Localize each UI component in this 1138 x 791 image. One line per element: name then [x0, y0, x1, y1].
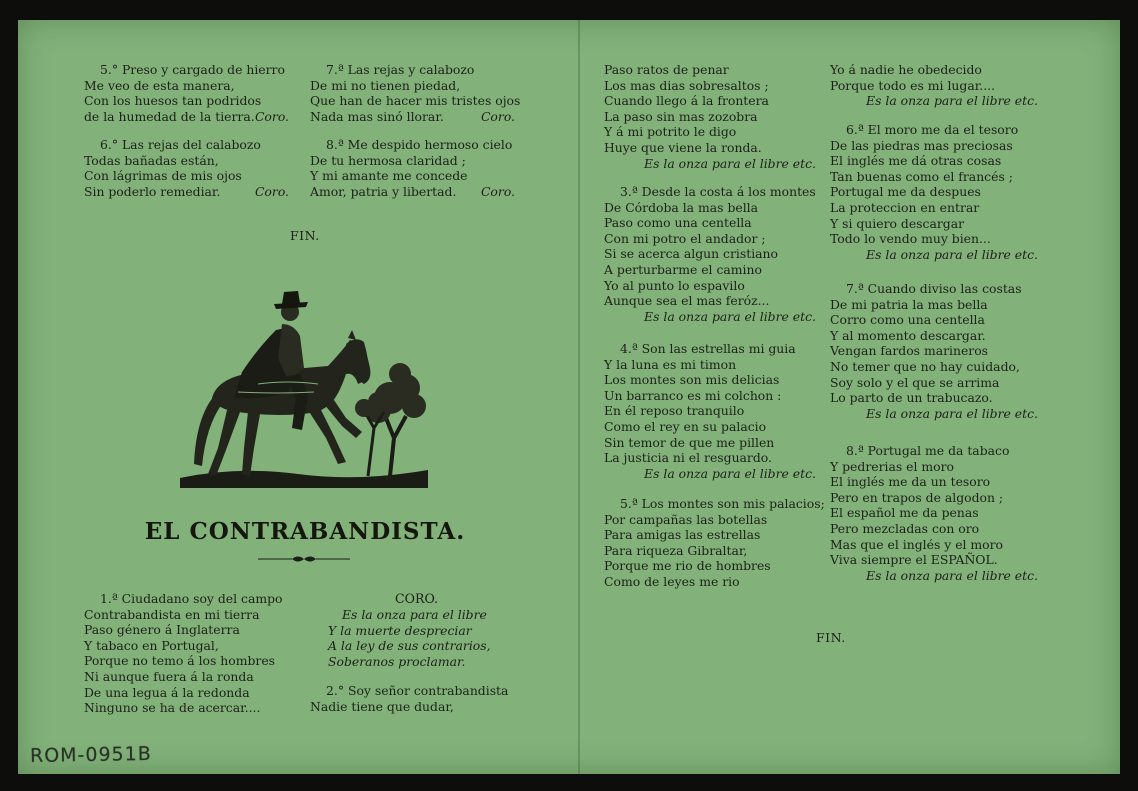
- stanza-right-cont-2: [830, 62, 1038, 109]
- verse-line: Tan buenas como el francés ;: [830, 168, 1013, 184]
- verse-line: Un barranco es mi colchon :: [604, 387, 782, 403]
- verse-line: Y la luna es mi timon: [604, 356, 737, 372]
- refrain-line: Es la onza para el libre etc.: [644, 465, 816, 481]
- catalog-stamp: ROM-0951B: [29, 742, 152, 768]
- verse-line: Contrabandista en mi tierra: [84, 606, 260, 622]
- coro-tag: Coro.: [254, 108, 289, 124]
- refrain-line: Es la onza para el libre etc.: [866, 93, 1038, 109]
- fin-label-right: FIN.: [816, 630, 846, 645]
- refrain-line: Es la onza para el libre etc.: [866, 405, 1038, 421]
- verse-line: Portugal me da despues: [830, 184, 981, 200]
- stanza-left-5: [84, 62, 289, 124]
- verse-line: Ni aunque fuera á la ronda: [84, 668, 254, 684]
- verse-line: Cuando llego á la frontera: [604, 93, 769, 109]
- fin-label-left: FIN.: [290, 228, 320, 243]
- verse-line: De tu hermosa claridad ;: [310, 152, 466, 168]
- stanza-right-8: [830, 443, 1038, 583]
- stanza-left-1: [84, 591, 304, 716]
- verse-text: de la humedad de la tierra.: [84, 108, 255, 124]
- stanza-heading: 3.ª Desde la costa á los montes: [620, 184, 816, 199]
- verse-line: Paso género á Inglaterra: [84, 622, 240, 638]
- verse-line: Los montes son mis delicias: [604, 372, 780, 388]
- verse-line: Lo parto de un trabucazo.: [830, 390, 993, 406]
- verse-line: De una legua á la redonda: [84, 684, 250, 700]
- verse-line: Porque no temo á los hombres: [84, 653, 276, 669]
- verse-line: [84, 109, 289, 125]
- stanza-right-6: [830, 122, 1038, 262]
- verse-line: Que han de hacer mis tristes ojos: [310, 93, 521, 109]
- verse-line: Me veo de esta manera,: [84, 77, 235, 93]
- verse-line: Vengan fardos marineros: [830, 343, 989, 359]
- verse-line: Paso ratos de penar: [604, 62, 729, 77]
- verse-line: Como el rey en su palacio: [604, 418, 767, 434]
- stanza-right-4: [604, 341, 816, 481]
- verse-line: El inglés me da un tesoro: [830, 474, 991, 490]
- verse-line: La justicia ni el resguardo.: [604, 450, 772, 466]
- stanza-left-6: [84, 137, 289, 199]
- coro-line: Es la onza para el libre: [342, 607, 487, 622]
- coro-tag: Coro.: [480, 108, 515, 124]
- woodcut-horseman-icon: [178, 288, 430, 493]
- stanza-right-7: [830, 281, 1038, 421]
- refrain-line: Es la onza para el libre etc.: [644, 155, 816, 171]
- verse-line: Corro como una centella: [830, 312, 985, 328]
- verse-line: Para amigas las estrellas: [604, 527, 761, 543]
- verse-line: Con mi potro el andador ;: [604, 230, 766, 246]
- stanza-heading: 8.ª Portugal me da tabaco: [846, 443, 1010, 458]
- verse-line: Con los huesos tan podridos: [84, 93, 262, 109]
- center-fold: [578, 20, 580, 774]
- verse-line: Viva siempre el ESPAÑOL.: [830, 552, 998, 568]
- verse-line: Huye que viene la ronda.: [604, 139, 762, 155]
- verse-line: Nadie tiene que dudar,: [310, 698, 454, 714]
- stanza-heading: 5.° Preso y cargado de hierro: [100, 62, 285, 77]
- coro-tag: Coro.: [480, 183, 515, 199]
- verse-line: No temer que no hay cuidado,: [830, 358, 1020, 374]
- coro-block: [328, 607, 528, 669]
- stanza-heading: 7.ª Las rejas y calabozo: [326, 62, 475, 77]
- stanza-heading: 8.ª Me despido hermoso cielo: [326, 137, 513, 152]
- verse-line: Y si quiero descargar: [830, 215, 965, 231]
- stanza-heading: 6.ª El moro me da el tesoro: [846, 122, 1019, 137]
- verse-line: A perturbarme el camino: [604, 261, 762, 277]
- stanza-left-2: [310, 683, 525, 714]
- verse-line: Porque todo es mi lugar....: [830, 77, 996, 93]
- verse-line: Porque me rio de hombres: [604, 558, 771, 574]
- refrain-line: Es la onza para el libre etc.: [866, 246, 1038, 262]
- verse-line: Los mas dias sobresaltos ;: [604, 77, 769, 93]
- verse-line: [310, 184, 515, 200]
- ornament-divider-icon: [258, 554, 350, 564]
- verse-line: Pero en trapos de algodon ;: [830, 489, 1004, 505]
- page-title: EL CONTRABANDISTA.: [144, 518, 466, 545]
- stanza-heading: 5.ª Los montes son mis palacios;: [620, 496, 825, 511]
- verse-line: El inglés me dá otras cosas: [830, 153, 1002, 169]
- verse-line: De Córdoba la mas bella: [604, 199, 759, 215]
- coro-heading: CORO.: [395, 591, 439, 606]
- stanza-heading: 7.ª Cuando diviso las costas: [846, 281, 1022, 296]
- verse-line: De las piedras mas preciosas: [830, 137, 1013, 153]
- verse-line: Para riqueza Gibraltar,: [604, 542, 748, 558]
- verse-line: Y mi amante me concede: [310, 168, 468, 184]
- verse-line: El español me da penas: [830, 505, 979, 521]
- verse-line: Con lágrimas de mis ojos: [84, 168, 242, 184]
- verse-line: Todo lo vendo muy bien...: [830, 231, 991, 247]
- verse-line: La paso sin mas zozobra: [604, 108, 758, 124]
- verse-line: Como de leyes me rio: [604, 573, 740, 589]
- verse-line: [310, 109, 515, 125]
- stanza-heading: 1.ª Ciudadano soy del campo: [100, 591, 283, 606]
- verse-line: Yo al punto lo espavilo: [604, 277, 745, 293]
- verse-line: Y á mi potrito le digo: [604, 124, 737, 140]
- verse-line: [84, 184, 289, 200]
- verse-text: Sin poderlo remediar.: [84, 183, 221, 199]
- verse-line: Si se acerca algun cristiano: [604, 246, 779, 262]
- refrain-line: Es la onza para el libre etc.: [644, 308, 816, 324]
- verse-line: Soy solo y el que se arrima: [830, 374, 1000, 390]
- verse-text: Nada mas sinó llorar.: [310, 108, 444, 124]
- stanza-right-3: [604, 184, 816, 324]
- verse-line: Ninguno se ha de acercar....: [84, 700, 261, 716]
- stanza-left-8: [310, 137, 515, 199]
- verse-line: De mi no tienen piedad,: [310, 77, 461, 93]
- verse-line: Paso como una centella: [604, 215, 752, 231]
- stanza-right-5: [604, 496, 825, 590]
- coro-line: Soberanos proclamar.: [328, 653, 466, 669]
- verse-line: Sin temor de que me pillen: [604, 434, 775, 450]
- stanza-heading: 4.ª Son las estrellas mi guia: [620, 341, 796, 356]
- coro-line: A la ley de sus contrarios,: [328, 638, 491, 654]
- verse-line: Y tabaco en Portugal,: [84, 637, 219, 653]
- stanza-right-cont-1: [604, 62, 816, 171]
- verse-line: La proteccion en entrar: [830, 199, 980, 215]
- verse-line: Por campañas las botellas: [604, 511, 768, 527]
- verse-line: Y pedrerias el moro: [830, 458, 954, 474]
- verse-text: Amor, patria y libertad.: [310, 183, 457, 199]
- stanza-left-7: [310, 62, 521, 124]
- verse-line: Aunque sea el mas feróz...: [604, 293, 770, 309]
- verse-line: Y al momento descargar.: [830, 327, 986, 343]
- coro-tag: Coro.: [254, 183, 289, 199]
- verse-line: Todas bañadas están,: [84, 152, 219, 168]
- refrain-line: Es la onza para el libre etc.: [866, 567, 1038, 583]
- stanza-heading: 2.° Soy señor contrabandista: [326, 683, 509, 698]
- verse-line: Pero mezcladas con oro: [830, 520, 980, 536]
- verse-line: De mi patria la mas bella: [830, 296, 988, 312]
- verse-line: Mas que el inglés y el moro: [830, 536, 1004, 552]
- coro-line: Y la muerte despreciar: [328, 622, 472, 638]
- verse-line: En él reposo tranquilo: [604, 403, 745, 419]
- stanza-heading: 6.° Las rejas del calabozo: [100, 137, 261, 152]
- verse-line: Yo á nadie he obedecido: [830, 62, 982, 77]
